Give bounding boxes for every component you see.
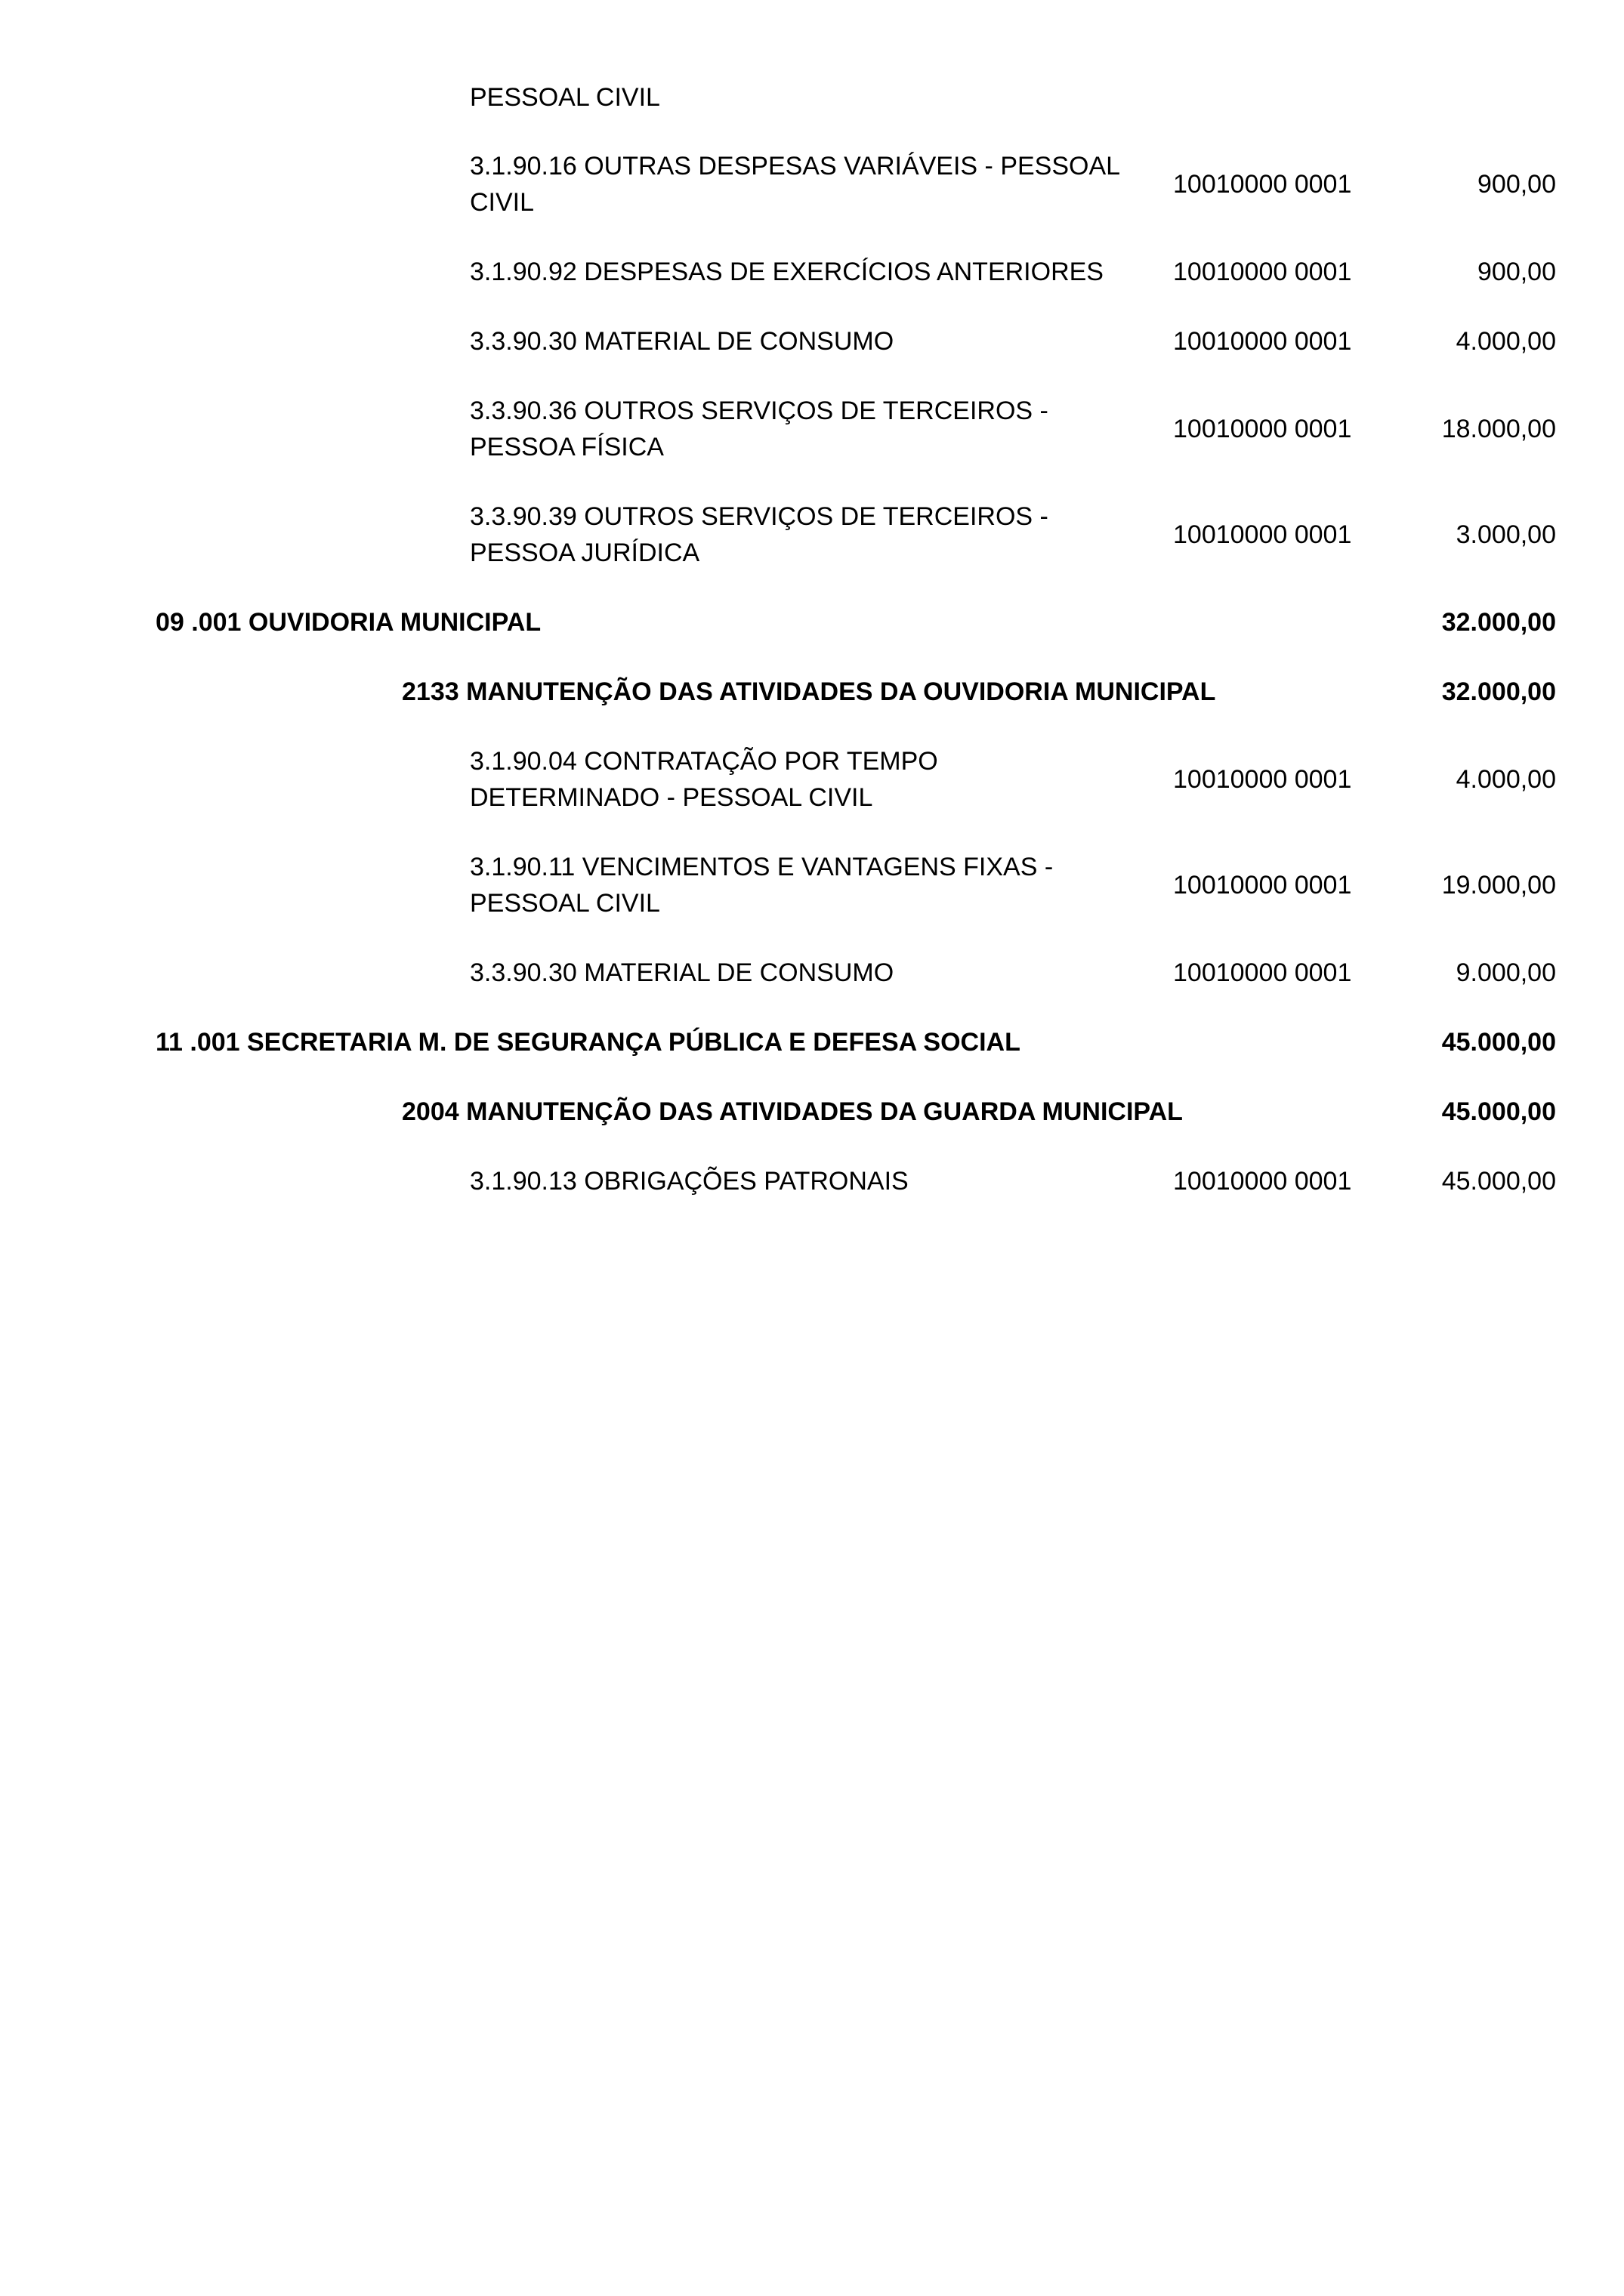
expense-item-description: 3.1.90.11 VENCIMENTOS E VANTAGENS FIXAS - PESSOAL CIVIL (470, 853, 1054, 918)
expense-item-source: 10010000 0001 (1173, 170, 1352, 199)
expense-item-value: 4.000,00 (1456, 765, 1556, 794)
expense-item-value: 45.000,00 (1441, 1167, 1556, 1196)
expense-item-description: 3.1.90.13 OBRIGAÇÕES PATRONAIS (470, 1167, 909, 1196)
expense-item-value: 19.000,00 (1441, 871, 1556, 900)
expense-item-value: 9.000,00 (1456, 958, 1556, 987)
budget-unit-label: 11 .001 SECRETARIA M. DE SEGURANÇA PÚBLICA E DEFESA SOCIAL (156, 1028, 1020, 1057)
expense-item-value: 900,00 (1477, 258, 1556, 286)
expense-item-value: 3.000,00 (1456, 520, 1556, 549)
budget-action-total: 45.000,00 (1441, 1097, 1556, 1126)
expense-item-description: 3.1.90.16 OUTRAS DESPESAS VARIÁVEIS - PESSOAL CIVIL (470, 152, 1121, 217)
budget-unit-label: 09 .001 OUVIDORIA MUNICIPAL (156, 608, 542, 637)
expense-item-value: 4.000,00 (1456, 327, 1556, 356)
expense-item-source: 10010000 0001 (1173, 415, 1352, 443)
budget-unit-total: 32.000,00 (1441, 608, 1556, 637)
budget-unit-total: 45.000,00 (1441, 1028, 1556, 1057)
expense-item-description: 3.1.90.04 CONTRATAÇÃO POR TEMPO DETERMINADO - PESSOAL CIVIL (470, 747, 938, 812)
expense-item-value: 18.000,00 (1441, 415, 1556, 443)
expense-item-source: 10010000 0001 (1173, 520, 1352, 549)
expense-item-description: 3.3.90.36 OUTROS SERVIÇOS DE TERCEIROS - PESSOA FÍSICA (470, 397, 1048, 461)
budget-action-label: 2133 MANUTENÇÃO DAS ATIVIDADES DA OUVIDORIA MUNICIPAL (402, 677, 1216, 706)
expense-item-source: 10010000 0001 (1173, 327, 1352, 356)
expense-item-description: 3.3.90.30 MATERIAL DE CONSUMO (470, 327, 894, 356)
expense-item-value: 900,00 (1477, 170, 1556, 199)
expense-item-description: 3.3.90.39 OUTROS SERVIÇOS DE TERCEIROS - PESSOA JURÍDICA (470, 502, 1048, 567)
continuation-text: PESSOAL CIVIL (470, 83, 660, 112)
expense-item-source: 10010000 0001 (1173, 958, 1352, 987)
expense-item-source: 10010000 0001 (1173, 258, 1352, 286)
expense-item-description: 3.1.90.92 DESPESAS DE EXERCÍCIOS ANTERIORES (470, 258, 1104, 286)
expense-item-source: 10010000 0001 (1173, 871, 1352, 900)
budget-action-total: 32.000,00 (1441, 677, 1556, 706)
budget-action-label: 2004 MANUTENÇÃO DAS ATIVIDADES DA GUARDA MUNICIPAL (402, 1097, 1183, 1126)
expense-item-source: 10010000 0001 (1173, 1167, 1352, 1196)
expense-item-description: 3.3.90.30 MATERIAL DE CONSUMO (470, 958, 894, 987)
expense-item-source: 10010000 0001 (1173, 765, 1352, 794)
